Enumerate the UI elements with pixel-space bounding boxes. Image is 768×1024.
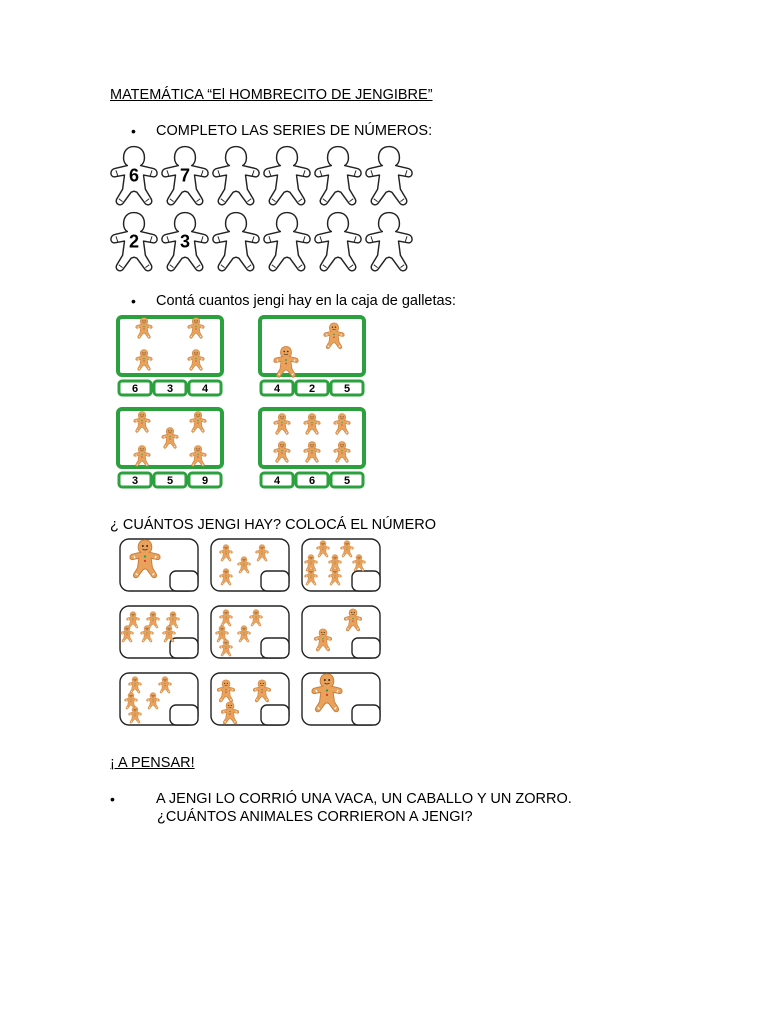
outline-gingerbread-r2-1 bbox=[111, 213, 157, 271]
series-number: 3 bbox=[179, 231, 191, 252]
outline-gingerbread-r2-5 bbox=[315, 213, 361, 271]
count-cards-grid bbox=[117, 536, 387, 728]
section3-instruction: ¿ CUÁNTOS JENGI HAY? COLOCÁ EL NÚMERO bbox=[110, 517, 437, 533]
cookie-box-frame bbox=[260, 317, 364, 375]
outline-gingerbread-r1-4 bbox=[264, 147, 310, 205]
answer-option-number: 4 bbox=[273, 475, 281, 487]
think-heading: ¡ A PENSAR! bbox=[110, 755, 195, 771]
count-card-1 bbox=[120, 539, 198, 591]
outline-gingerbread-r1-6 bbox=[366, 147, 412, 205]
answer-option-number: 3 bbox=[166, 383, 174, 395]
bullet-2: • bbox=[131, 293, 136, 309]
outline-gingerbread-r1-5 bbox=[315, 147, 361, 205]
answer-box[interactable] bbox=[261, 571, 289, 591]
count-card-6 bbox=[302, 606, 380, 658]
series-number: 6 bbox=[128, 165, 140, 186]
answer-option-number: 5 bbox=[343, 475, 351, 487]
outline-gingerbread-r1-3 bbox=[213, 147, 259, 205]
answer-box[interactable] bbox=[261, 705, 289, 725]
answer-box[interactable] bbox=[352, 705, 380, 725]
gingerbread-outline-series bbox=[108, 143, 428, 278]
answer-option-number: 9 bbox=[201, 475, 209, 487]
outline-gingerbread-r2-2 bbox=[162, 213, 208, 271]
bullet-3: • bbox=[110, 791, 115, 807]
answer-option-number: 4 bbox=[201, 383, 209, 395]
riddle-line-2: ¿CUÁNTOS ANIMALES CORRIERON A JENGI? bbox=[157, 809, 473, 825]
answer-box[interactable] bbox=[352, 571, 380, 591]
cookie-box-3 bbox=[118, 409, 222, 487]
outline-gingerbread-r2-3 bbox=[213, 213, 259, 271]
answer-box[interactable] bbox=[352, 638, 380, 658]
count-card-2 bbox=[211, 539, 289, 591]
cookie-box-counting bbox=[115, 314, 371, 494]
answer-option-number: 4 bbox=[273, 383, 281, 395]
section1-instruction: COMPLETO LAS SERIES DE NÚMEROS: bbox=[156, 123, 433, 139]
outline-gingerbread-r1-2 bbox=[162, 147, 208, 205]
cookie-box-1 bbox=[118, 317, 222, 395]
answer-box[interactable] bbox=[261, 638, 289, 658]
count-card-8 bbox=[211, 673, 289, 725]
cookie-box-frame bbox=[118, 317, 222, 375]
answer-option-number: 2 bbox=[308, 383, 316, 395]
count-card-3 bbox=[302, 539, 380, 591]
page-title: MATEMÁTICA “El HOMBRECITO DE JENGIBRE” bbox=[110, 87, 433, 103]
series-number: 7 bbox=[179, 165, 191, 186]
answer-option-number: 5 bbox=[166, 475, 174, 487]
outline-gingerbread-r1-1 bbox=[111, 147, 157, 205]
answer-box[interactable] bbox=[170, 705, 198, 725]
answer-box[interactable] bbox=[170, 571, 198, 591]
outline-gingerbread-r2-4 bbox=[264, 213, 310, 271]
riddle-line-1: A JENGI LO CORRIÓ UNA VACA, UN CABALLO Y UN ZORRO. bbox=[156, 791, 572, 807]
cookie-box-2 bbox=[260, 317, 364, 395]
count-card-9 bbox=[302, 673, 380, 725]
series-number: 2 bbox=[128, 231, 140, 252]
count-card-5 bbox=[211, 606, 289, 658]
answer-option-number: 6 bbox=[131, 383, 139, 395]
answer-option-number: 3 bbox=[131, 475, 139, 487]
count-card-7 bbox=[120, 673, 198, 725]
answer-option-number: 5 bbox=[343, 383, 351, 395]
bullet-1: • bbox=[131, 123, 136, 139]
section2-instruction: Contá cuantos jengi hay en la caja de galletas: bbox=[156, 293, 456, 309]
count-card-4 bbox=[120, 606, 198, 658]
answer-option-number: 6 bbox=[308, 475, 316, 487]
outline-gingerbread-r2-6 bbox=[366, 213, 412, 271]
cookie-box-4 bbox=[260, 409, 364, 487]
